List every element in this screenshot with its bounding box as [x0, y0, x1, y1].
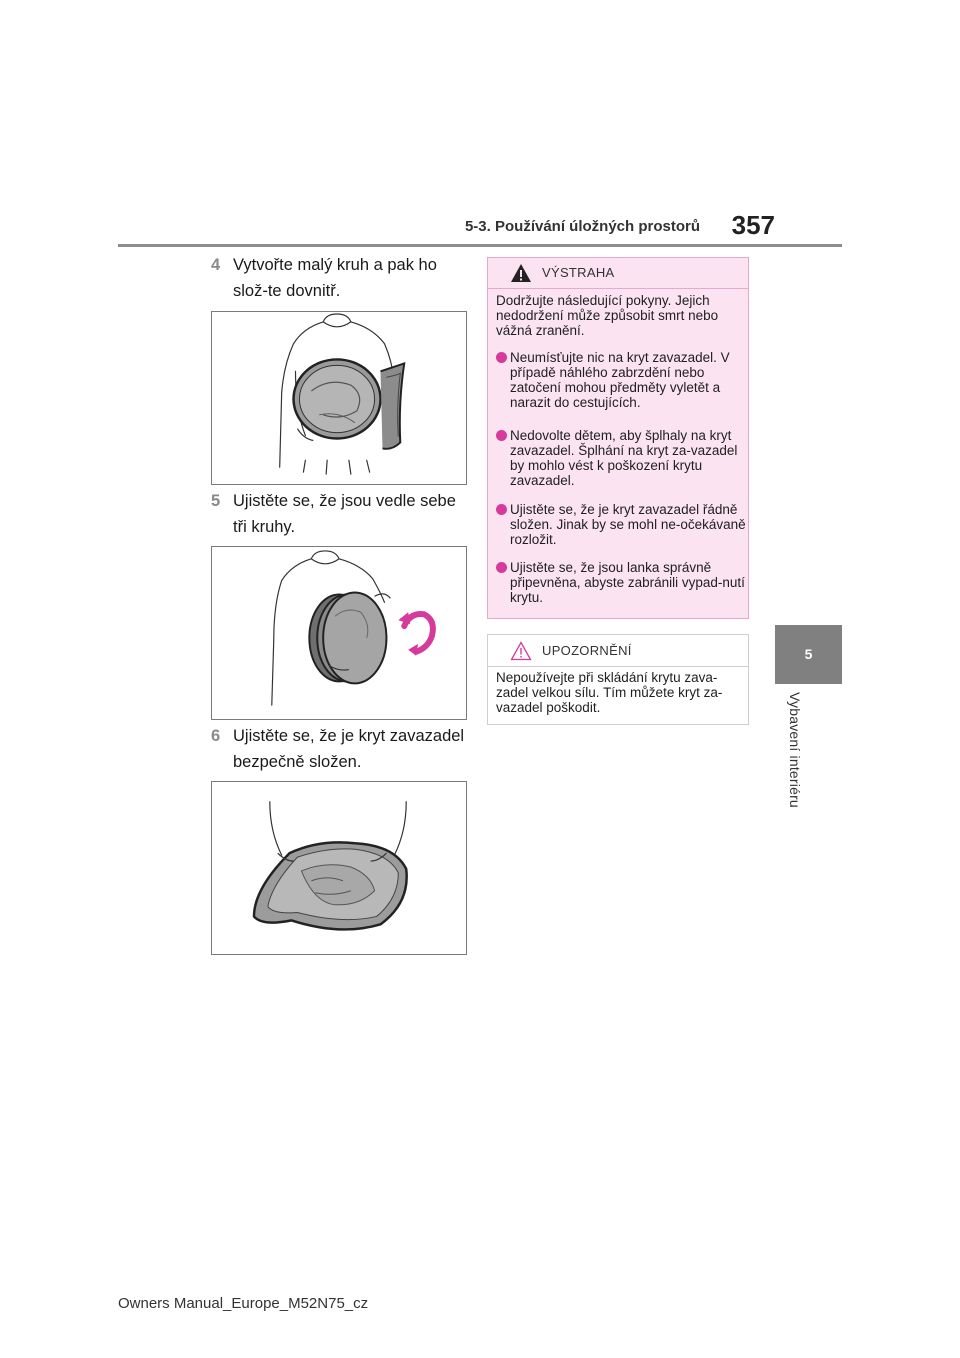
notice-box	[487, 634, 749, 725]
notice-header	[488, 635, 748, 667]
bullet-text: Ujistěte se, že je kryt zavazadel řádně složen. Jinak by se mohl ne-očekávaně rozložit.	[510, 502, 746, 547]
warning-bullet	[496, 560, 746, 605]
warning-intro: Dodržujte následující pokyny. Jejich nedodržení může způsobit smrt nebo vážná zranění.	[496, 293, 719, 338]
three-circles-illustration	[212, 547, 466, 719]
warning-header	[488, 258, 748, 289]
caution-triangle-icon	[510, 641, 532, 661]
folded-cover-illustration	[212, 782, 466, 954]
warning-box	[487, 257, 749, 619]
step-6	[211, 723, 471, 775]
warning-bullet	[496, 350, 746, 410]
chapter-tab: 5	[775, 625, 842, 684]
bullet-dot	[496, 562, 507, 573]
illustration-step-5	[211, 546, 467, 720]
step-number: 6	[211, 727, 221, 745]
section-title: 5-3. Používání úložných prostorů	[464, 218, 700, 235]
notice-text: Nepoužívejte při skládání krytu zava-zadel velkou sílu. Tím můžete kryt za-vazadel poškodit.	[496, 670, 723, 715]
notice-title: UPOZORNĚNÍ	[542, 643, 632, 658]
bullet-dot	[496, 504, 507, 515]
warning-bullet	[496, 428, 746, 488]
bullet-text: Ujistěte se, že jsou lanka správně připevněna, abyste zabránili vypad-nutí krytu.	[510, 560, 745, 605]
step-number: 5	[211, 492, 221, 510]
warning-title: VÝSTRAHA	[542, 265, 615, 280]
step-number: 4	[211, 256, 221, 274]
header-divider	[118, 244, 842, 247]
folding-circle-illustration	[212, 312, 466, 484]
step-text: Vytvořte malý kruh a pak ho slož-te dovnitř.	[233, 256, 437, 300]
step-text: Ujistěte se, že je kryt zavazadel bezpečně složen.	[233, 727, 465, 771]
step-5	[211, 488, 471, 540]
bullet-dot	[496, 352, 507, 363]
warning-bullet	[496, 502, 746, 547]
chapter-name: Vybavení interiéru	[787, 692, 803, 808]
footer-text: Owners Manual_Europe_M52N75_cz	[118, 1295, 369, 1312]
step-4	[211, 252, 471, 304]
illustration-step-4	[211, 311, 467, 485]
step-text: Ujistěte se, že jsou vedle sebe tři kruhy.	[233, 492, 456, 536]
warning-triangle-icon	[510, 263, 532, 283]
bullet-text: Neumísťujte nic na kryt zavazadel. V případě náhlého zabrzdění nebo zatočení mohou předměty vyletět a narazit do cestujících.	[510, 350, 730, 410]
bullet-dot	[496, 430, 507, 441]
bullet-text: Nedovolte dětem, aby šplhaly na kryt zavazadel. Šplhání na kryt za-vazadel by mohlo vést k poškození krytu zavazadel.	[510, 428, 738, 488]
page-number: 357	[731, 210, 775, 240]
illustration-step-6	[211, 781, 467, 955]
